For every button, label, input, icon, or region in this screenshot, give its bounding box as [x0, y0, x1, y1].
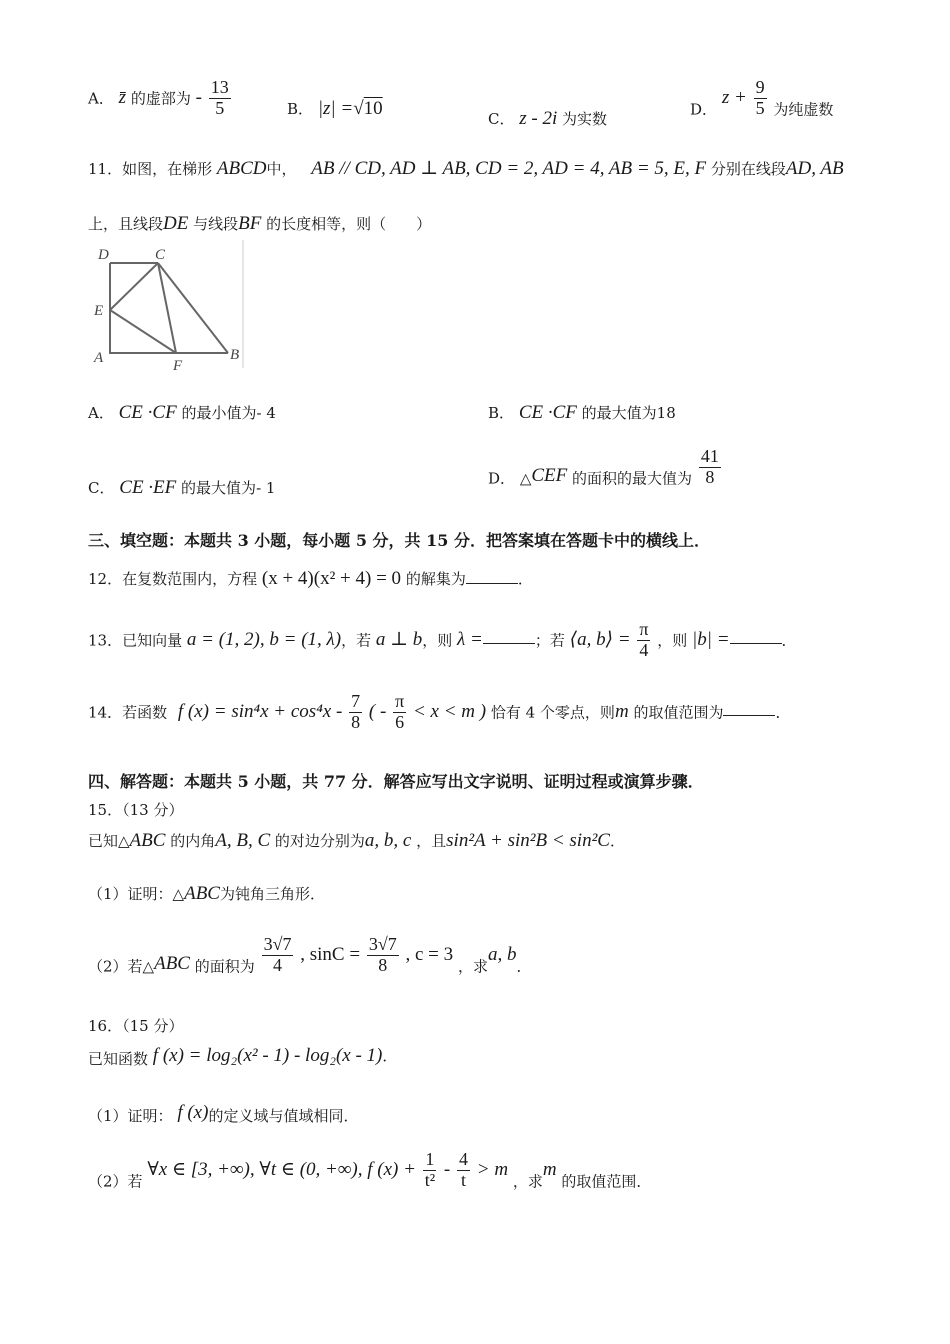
fraction: $\frac{4}{t}$	[458, 1149, 468, 1190]
fraction: $\frac{13}{5}$	[210, 77, 229, 118]
q10-option-a: A． z̄ 的虚部为 - $\frac{13}{5}$	[88, 77, 229, 118]
fraction: $\frac{7}{8}$	[351, 691, 361, 732]
label-e: E	[94, 303, 104, 319]
answer-blank[interactable]	[466, 569, 518, 584]
label-b: B	[230, 347, 240, 363]
fraction: $\frac{3√7}{4}$	[263, 934, 292, 975]
q15-part1: （1）证明：△ABC为钝角三角形．	[88, 883, 325, 904]
q16-number: 16．（15 分）	[88, 1017, 184, 1035]
q16-part2: （2）若 ∀x ∈ [3, +∞), ∀t ∈ (0, +∞), f (x) + $\frac{1}{\text{t²}}$ - $\frac{4}{t}$ > m ，求m 的取值范围．	[88, 1149, 652, 1191]
q12: 12．在复数范围内，方程 (x + 4)(x² + 4) = 0 的解集为 ．	[88, 568, 533, 589]
z-bar: z̄	[118, 86, 127, 108]
q14: 14．若函数 f (x) = sin⁴x + cos⁴x - $\frac{7}{8}$ ( - $\frac{\pi}{6}$ < x < m ) 恰有 4 个零点，则m 的取值范围为 ．	[88, 691, 791, 732]
fraction: $\frac{\pi}{6}$	[395, 691, 405, 732]
q11-option-a: A． CE ·CF 的最小值为- 4	[88, 402, 276, 423]
fraction: $\frac{\pi}{4}$	[639, 619, 649, 660]
fraction: $\frac{41}{8}$	[700, 446, 719, 487]
q15-part2: （2）若△ABC 的面积为 $\frac{3√7}{4}$ , sinC = $\frac{3√7}{8}$ , c = 3 ，求a, b．	[88, 934, 532, 976]
q11-line1: 11．如图，在梯形 ABCD中， AB // CD, AD ⊥ AB, CD = 2, AD = 4, AB = 5, E, F 分别在线段AD, AB	[88, 158, 844, 179]
fraction: $\frac{3√7}{8}$	[368, 934, 397, 975]
label-d: D	[98, 247, 109, 263]
q10-option-c: C． z - 2i 为实数	[488, 108, 608, 129]
answer-blank[interactable]	[483, 629, 535, 644]
q11-option-b: B． CE ·CF 的最大值为18	[488, 402, 676, 423]
q13: 13．已知向量 a = (1, 2), b = (1, λ)，若 a ⊥ b，则 λ = ；若 ⟨a, b⟩ = $\frac{\pi}{4}$ ，则 |b| = ．	[88, 619, 797, 660]
answer-blank[interactable]	[723, 701, 775, 716]
section-3-title: 三、填空题：本题共 3 小题，每小题 5 分，共 15 分．把答案填在答题卡中的横线上．	[88, 531, 710, 550]
label-a: A	[94, 350, 104, 366]
fraction: $\frac{1}{\text{t²}}$	[424, 1149, 436, 1190]
q11-option-c: C． CE ·EF 的最大值为- 1	[88, 477, 276, 498]
q11-option-d: D． △CEF 的面积的最大值为 $\frac{41}{8}$	[488, 446, 719, 488]
q16-given: 已知函数 f (x) = log₂(x² - 1) - log₂(x - 1)．	[88, 1045, 398, 1068]
q11-line2: 上，且线段DE 与线段BF 的长度相等，则（ ）	[88, 213, 432, 234]
label-f: F	[173, 358, 183, 374]
trapezoid-figure	[88, 238, 248, 378]
q15-number: 15．（13 分）	[88, 801, 184, 819]
q10-option-d: D． z + $\frac{9}{5}$ 为纯虚数	[690, 77, 834, 119]
label-c: C	[155, 247, 166, 263]
fraction: $\frac{9}{5}$	[755, 77, 765, 118]
section-4-title: 四、解答题：本题共 5 小题，共 77 分．解答应写出文字说明、证明过程或演算步骤．	[88, 772, 704, 791]
q15-given: 已知△ABC 的内角A, B, C 的对边分别为a, b, c ，且sin²A + sin²B < sin²C．	[88, 830, 625, 851]
answer-blank[interactable]	[730, 629, 782, 644]
q10-option-b: B． |z| =√10	[287, 98, 383, 119]
q16-part1: （1）证明： f (x)的定义域与值域相同．	[88, 1102, 359, 1125]
